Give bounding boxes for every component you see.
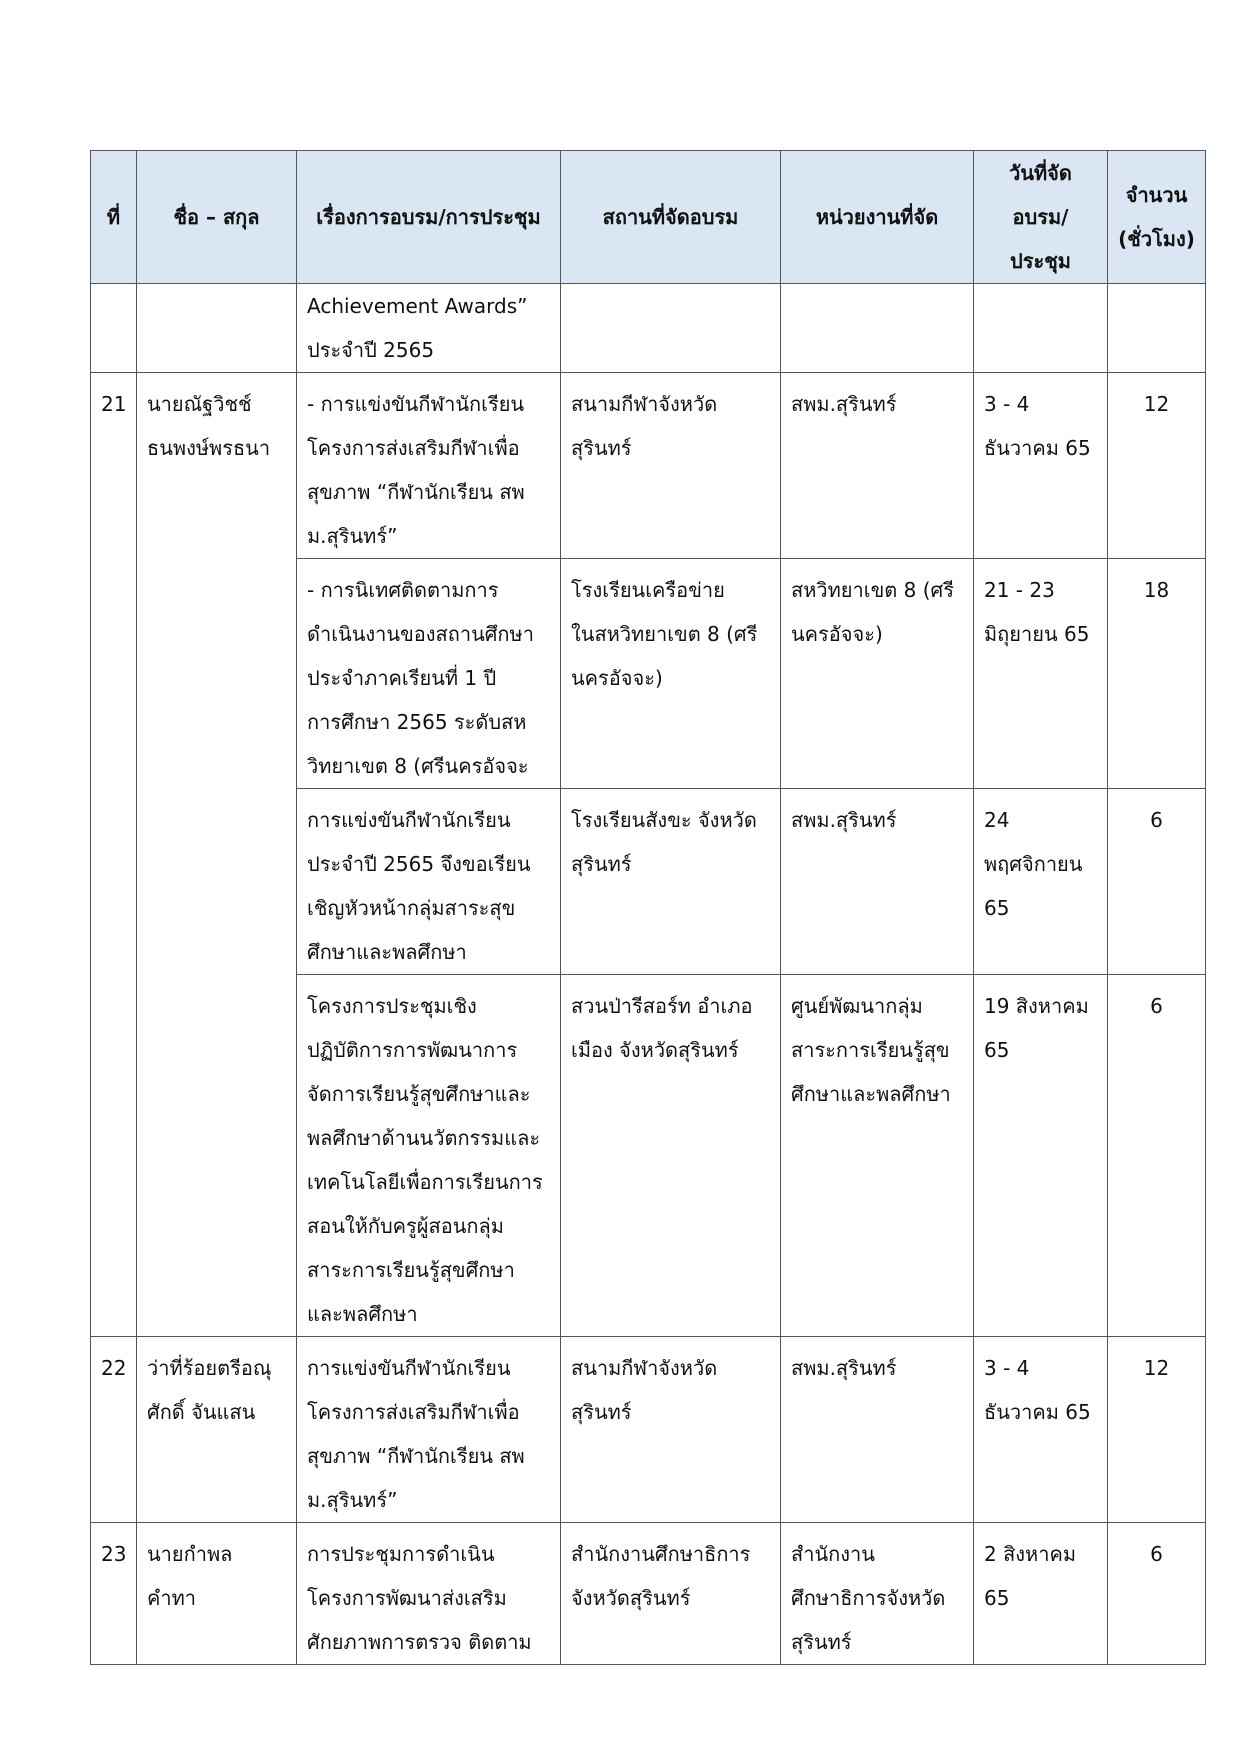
- table-row: [91, 1337, 1206, 1523]
- cell-hours: [1108, 284, 1206, 373]
- cell-topic: การแข่งขันกีฬานักเรียน ประจำปี 2565 จึงขอเรียน เชิญหัวหน้ากลุ่มสาระสุข ศึกษาและพลศึกษา: [297, 789, 561, 975]
- table-header-row: [91, 151, 1206, 284]
- cell-date: [974, 284, 1108, 373]
- cell-organizer: สพม.สุรินทร์: [781, 789, 974, 975]
- cell-date: 21 - 23 มิถุยายน 65: [974, 559, 1108, 789]
- cell-venue: สนามกีฬาจังหวัด สุรินทร์: [561, 1337, 781, 1523]
- cell-no: 23: [91, 1523, 137, 1665]
- cell-venue: [561, 284, 781, 373]
- cell-hours: 18: [1108, 559, 1206, 789]
- cell-name: นายณัฐวิชช์ ธนพงษ์พรธนา: [137, 373, 297, 1337]
- cell-no: 21: [91, 373, 137, 1337]
- cell-date: 19 สิงหาคม 65: [974, 975, 1108, 1337]
- header-date: วันที่จัด อบรม/ ประชุม: [974, 151, 1108, 284]
- cell-no: [91, 284, 137, 373]
- cell-topic: โครงการประชุมเชิง ปฏิบัติการการพัฒนาการ จัดการเรียนรู้สุขศึกษาและ พลศึกษาด้านนวัตกรรมและ เทคโนโลยีเพื่อการเรียนการ สอนให้กับครูผู้สอนกลุ่ม สาระการเรียนรู้สุขศึกษา และพลศึกษา: [297, 975, 561, 1337]
- cell-date: 24 พฤศจิกายน 65: [974, 789, 1108, 975]
- cell-venue: โรงเรียนสังขะ จังหวัด สุรินทร์: [561, 789, 781, 975]
- cell-venue: สนามกีฬาจังหวัด สุรินทร์: [561, 373, 781, 559]
- header-topic: เรื่องการอบรม/การประชุม: [297, 151, 561, 284]
- cell-organizer: สำนักงาน ศึกษาธิการจังหวัด สุรินทร์: [781, 1523, 974, 1665]
- cell-topic: การแข่งขันกีฬานักเรียน โครงการส่งเสริมกีฬาเพื่อ สุขภาพ “กีฬานักเรียน สพ ม.สุรินทร์”: [297, 1337, 561, 1523]
- cell-hours: 6: [1108, 1523, 1206, 1665]
- cell-organizer: สหวิทยาเขต 8 (ศรี นครอัจจะ): [781, 559, 974, 789]
- cell-venue: สวนป่ารีสอร์ท อำเภอ เมือง จังหวัดสุรินทร์: [561, 975, 781, 1337]
- header-name: ชื่อ – สกุล: [137, 151, 297, 284]
- cell-organizer: สพม.สุรินทร์: [781, 1337, 974, 1523]
- cell-date: 3 - 4 ธันวาคม 65: [974, 1337, 1108, 1523]
- cell-hours: 6: [1108, 789, 1206, 975]
- cell-hours: 6: [1108, 975, 1206, 1337]
- cell-hours: 12: [1108, 1337, 1206, 1523]
- cell-topic: - การแข่งขันกีฬานักเรียน โครงการส่งเสริมกีฬาเพื่อ สุขภาพ “กีฬานักเรียน สพ ม.สุรินทร์”: [297, 373, 561, 559]
- table-row: [91, 284, 1206, 373]
- header-organizer: หน่วยงานที่จัด: [781, 151, 974, 284]
- cell-venue: โรงเรียนเครือข่าย ในสหวิทยาเขต 8 (ศรี นครอัจจะ): [561, 559, 781, 789]
- cell-name: ว่าที่ร้อยตรีอณุ ศักดิ์ จันแสน: [137, 1337, 297, 1523]
- training-record-table: [90, 150, 1206, 1665]
- cell-no: 22: [91, 1337, 137, 1523]
- cell-topic: Achievement Awards” ประจำปี 2565: [297, 284, 561, 373]
- header-hours: จำนวน (ชั่วโมง): [1108, 151, 1206, 284]
- cell-hours: 12: [1108, 373, 1206, 559]
- cell-organizer: ศูนย์พัฒนากลุ่ม สาระการเรียนรู้สุข ศึกษาและพลศึกษา: [781, 975, 974, 1337]
- cell-date: 2 สิงหาคม 65: [974, 1523, 1108, 1665]
- header-venue: สถานที่จัดอบรม: [561, 151, 781, 284]
- cell-venue: สำนักงานศึกษาธิการ จังหวัดสุรินทร์: [561, 1523, 781, 1665]
- cell-organizer: สพม.สุรินทร์: [781, 373, 974, 559]
- cell-name: [137, 284, 297, 373]
- cell-organizer: [781, 284, 974, 373]
- cell-topic: - การนิเทศติดตามการ ดำเนินงานของสถานศึกษา ประจำภาคเรียนที่ 1 ปี การศึกษา 2565 ระดับสห วิทยาเขต 8 (ศรีนครอัจจะ: [297, 559, 561, 789]
- cell-name: นายกำพล คำทา: [137, 1523, 297, 1665]
- table-row: [91, 373, 1206, 559]
- header-no: ที่: [91, 151, 137, 284]
- cell-date: 3 - 4 ธันวาคม 65: [974, 373, 1108, 559]
- table-row: [91, 1523, 1206, 1665]
- cell-topic: การประชุมการดำเนิน โครงการพัฒนาส่งเสริม ศักยภาพการตรวจ ติดตาม: [297, 1523, 561, 1665]
